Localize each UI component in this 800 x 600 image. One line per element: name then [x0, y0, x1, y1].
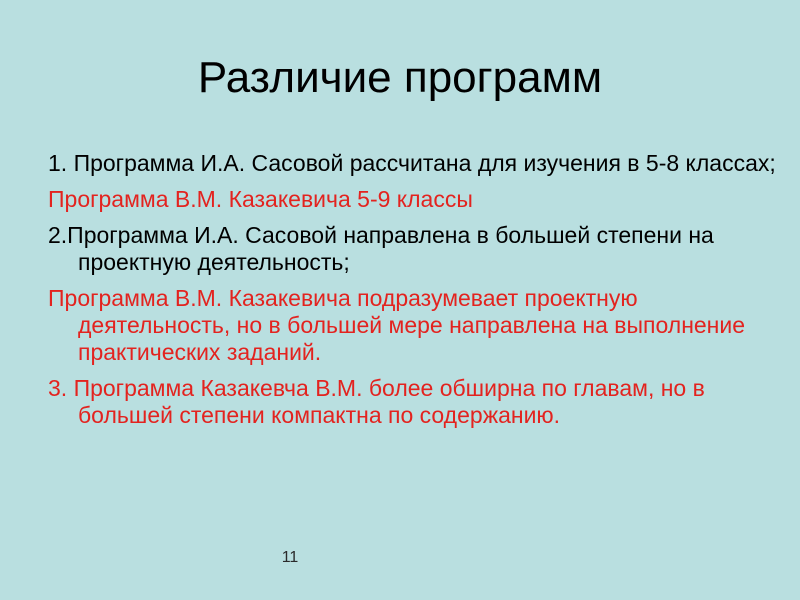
paragraph-kazakevich-scope: 3. Программа Казакевча В.М. более обширна по главам, но в большей степени компактна по содержанию. — [48, 375, 705, 428]
slide-title: Различие программ — [197, 53, 603, 102]
paragraph-sasova-project: 2.Программа И.А. Сасовой направлена в большей степени на проектную деятельность; — [48, 222, 714, 275]
paragraph-sasova-grades: 1. Программа И.А. Сасовой рассчитана для изучения в 5-8 классах; — [48, 150, 776, 176]
page-number: 11 — [281, 549, 299, 566]
paragraph-kazakevich-grades: Программа В.М. Казакевича 5-9 классы — [48, 186, 473, 212]
paragraph-kazakevich-practice: Программа В.М. Казакевича подразумевает проектную деятельность, но в большей мере направлена на выполнение практических заданий. — [48, 285, 746, 365]
slide-body — [48, 150, 778, 438]
